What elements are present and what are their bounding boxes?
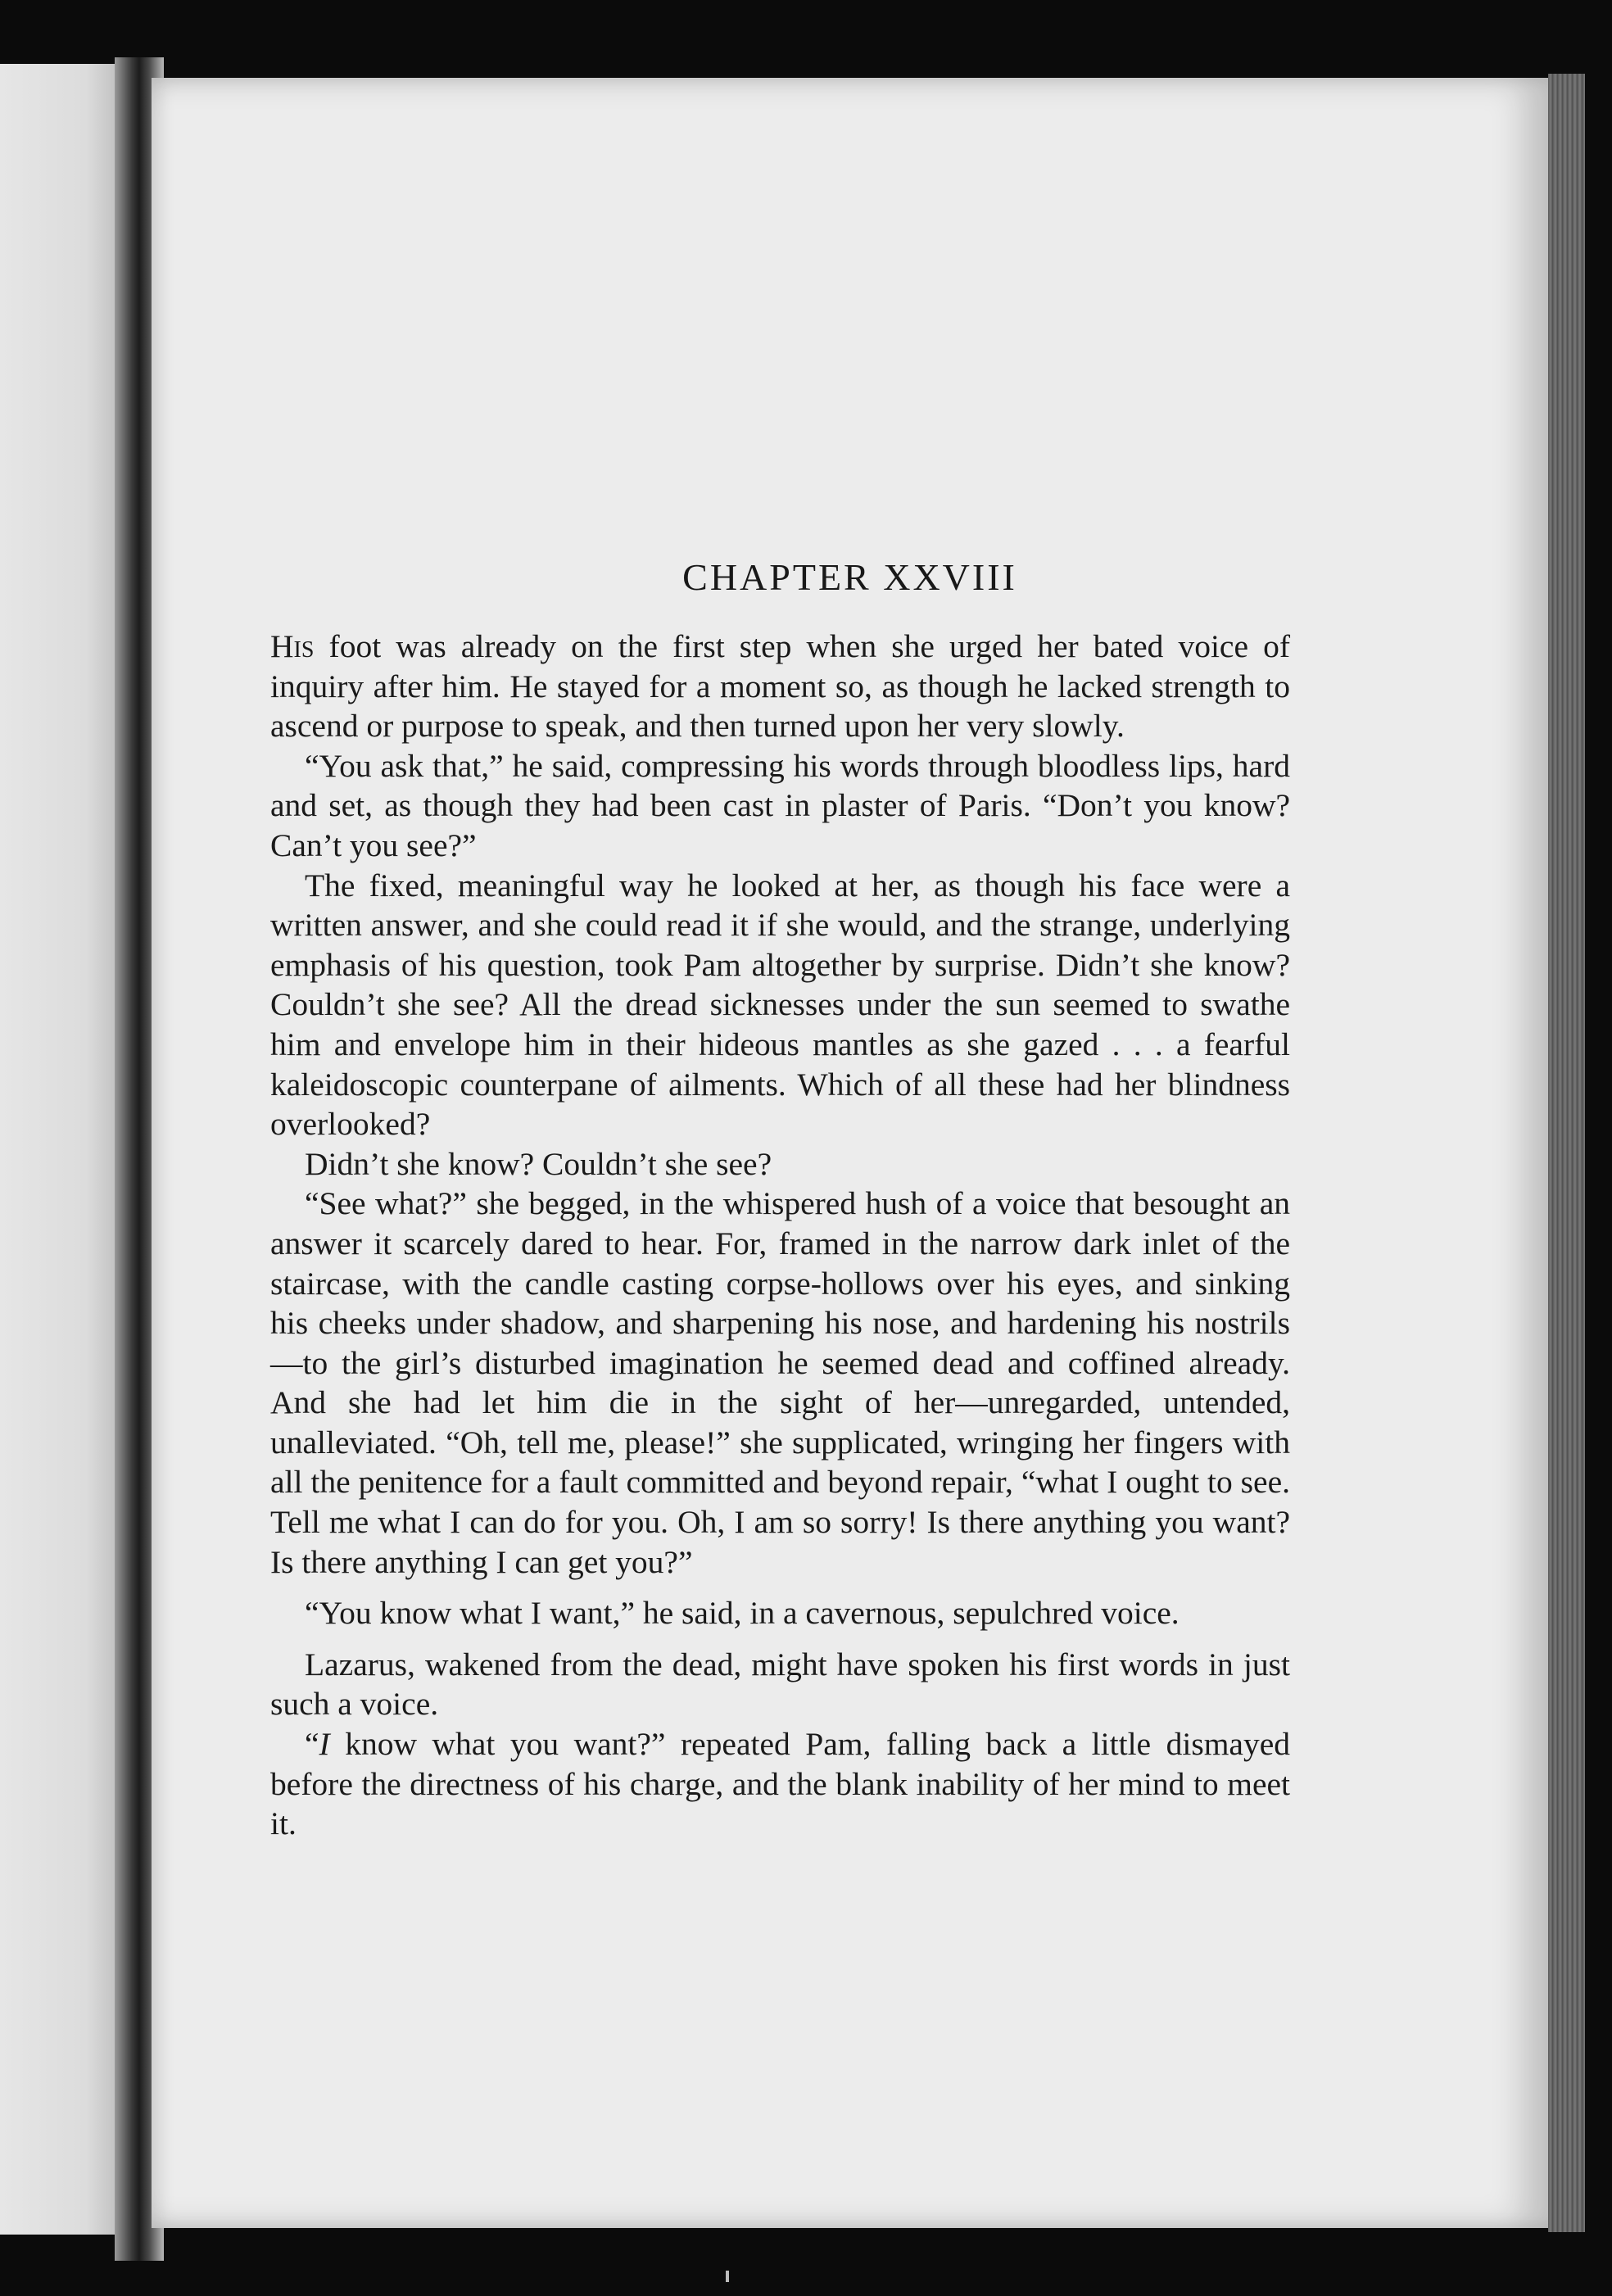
paragraph: Lazarus, wakened from the dead, might have spoken his first words in just such a voice. (270, 1646, 1290, 1723)
paragraph: “You know what I want,” he said, in a cavernous, sepulchred voice. (305, 1595, 1180, 1632)
paragraph (270, 627, 1290, 746)
chapter-title: CHAPTER XXVIII (682, 556, 1017, 598)
paragraph: The fixed, meaningful way he looked at her, as though his face were a written answer, and she could read it if she would, and the strange, underlying emphasis of his question, took Pam altogether by surprise. Didn’t she know? Couldn’t she see? All the dread sicknesses under the sun seemed to swathe him and envelope him in their hideous mantles as she gazed . . . a fearful kaleidoscopic counterpane of ailments. Which of all these had her blindness overlooked? (270, 867, 1290, 1143)
body-text (270, 627, 1290, 1844)
open-quote: “ (305, 1726, 319, 1763)
paragraph: Didn’t she know? Couldn’t she see? (305, 1145, 772, 1182)
paragraph (270, 1724, 1290, 1844)
page-block-edge (1548, 74, 1585, 2232)
italic-word: I (319, 1726, 330, 1763)
paragraph: “See what?” she begged, in the whispered hush of a voice that besought an answer it scarcely dared to hear. For, framed in the narrow dark inlet of the staircase, with the candle casting corpse-hollows over his eyes, and sinking his cheeks under shadow, and sharpening his nose, and hardening his nostrils—to the girl’s disturbed imagination he seemed dead and coffined already. And she had let him die in the sight of her—unregarded, untended, unalleviated. “Oh, tell me, please!” she supplicated, wringing her fingers with all the penitence for a fault committed and beyond repair, “what I ought to see. Tell me what I can do for you. Oh, I am so sorry! Is there anything you want? Is there anything I can get you?” (270, 1185, 1290, 1580)
page-mark (726, 2271, 729, 2282)
paragraph-text: foot was already on the first step when she urged her bated voice of inquiry after him. He stayed for a moment so, as though he lacked strength to ascend or purpose to speak, and then turned upon her very slowly. (270, 628, 1290, 745)
paragraph: “You ask that,” he said, compressing his words through bloodless lips, hard and set, as though they had been cast in plaster of Paris. “Don’t you know? Can’t you see?” (270, 747, 1290, 863)
paragraph-text: know what you want?” repeated Pam, falling back a little dismayed before the directness of his charge, and the blank inability of her mind to meet it. (270, 1726, 1290, 1842)
opening-word: His (270, 628, 315, 664)
facing-page-edge (0, 64, 123, 2235)
